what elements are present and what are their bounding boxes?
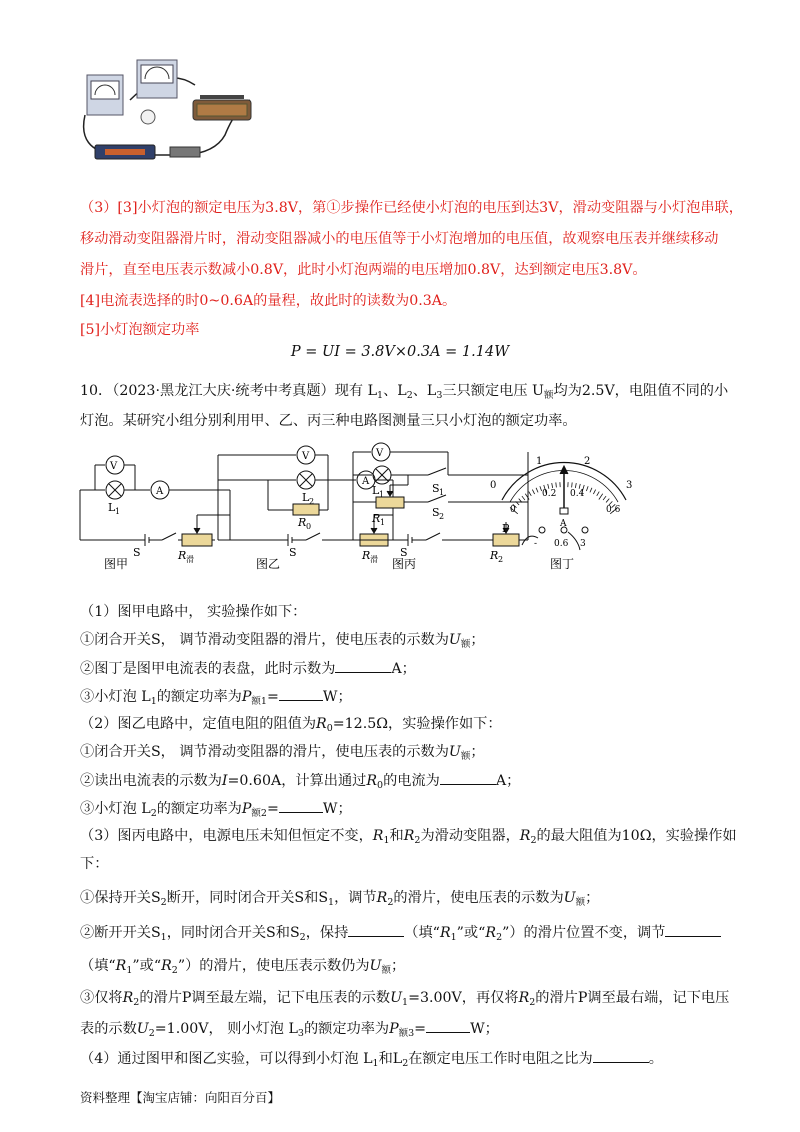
svg-text:2: 2: [439, 512, 445, 521]
svg-text:0.6: 0.6: [554, 539, 569, 549]
svg-text:L: L: [372, 484, 380, 497]
svg-text:0: 0: [490, 480, 497, 491]
dial-tick: [522, 496, 525, 500]
dial-tick: [532, 490, 534, 494]
dial-tick: [556, 482, 557, 487]
svg-text:L: L: [108, 501, 116, 514]
dial-tick: [603, 496, 606, 500]
part2-title: （2）图乙电路中，定值电阻的阻值为$R_0=12.5\Omega$，实验操作如下：: [80, 716, 502, 734]
part1-step3: ③小灯泡 $L_1$的额定功率为$P_{额1}= W$；: [80, 686, 352, 712]
svg-text:A: A: [560, 519, 567, 529]
svg-text:A: A: [156, 486, 164, 497]
part1-step2: ②图丁是图甲电流表的表盘，此时示数为 A；: [80, 658, 416, 679]
part3-step2: ②断开开关$S_1$，同时闭合开关S和$S_2$，保持 （填“$R_1$”或“$R_2$”）的滑片位置不变，调节: [80, 922, 721, 948]
part2-step1: ①闭合开关S， 调节滑动变阻器的滑片，使电压表的示数为$U_额$；: [80, 744, 485, 762]
svg-text:图丁: 图丁: [550, 557, 575, 570]
svg-text:1: 1: [379, 490, 385, 499]
circuit-figures: [70, 440, 670, 570]
dial-tick: [552, 483, 553, 488]
dial-tick: [597, 492, 600, 496]
svg-text:2: 2: [309, 497, 315, 506]
apparatus-illustration: [75, 55, 265, 167]
svg-text:A: A: [362, 476, 370, 487]
answer-3-line3: 滑片，直至电压表示数减小0.8V，此时小灯泡两端的电压增加0.8V，达到额定电压3.8V。: [80, 262, 647, 278]
dial-tick: [593, 490, 595, 494]
svg-text:S: S: [432, 506, 440, 519]
footer-note: 资料整理【淘宝店铺：向阳百分百】: [80, 1090, 281, 1105]
svg-text:图乙: 图乙: [256, 557, 281, 570]
svg-text:P: P: [502, 522, 510, 535]
answer-4: [4]电流表选择的时0~0.6A的量程，故此时的读数为0.3A。: [80, 293, 457, 309]
part2-step3: ③小灯泡 $L_2$的额定功率为$P_{额2}= W$；: [80, 798, 352, 824]
dial-tick: [606, 499, 609, 503]
answer-blank[interactable]: [279, 686, 323, 701]
svg-text:图丙: 图丙: [392, 557, 417, 570]
svg-text:S: S: [400, 546, 408, 559]
part2-step2: ②读出电流表的示数为I=0.60A，计算出通过$R_0$的电流为 A；: [80, 770, 520, 796]
svg-text:V: V: [302, 451, 310, 462]
answer-blank[interactable]: [593, 1048, 649, 1063]
dial-tick: [590, 488, 592, 493]
svg-text:1: 1: [380, 518, 386, 527]
dial-tick: [529, 492, 532, 496]
svg-text:S: S: [133, 546, 141, 559]
answer-blank[interactable]: [440, 770, 496, 785]
dial-tick: [525, 494, 529, 500]
part4: （4）通过图甲和图乙实验，可以得到小灯泡 $L_1$和$L_2$在额定电压工作时电阻之比为 。: [80, 1048, 663, 1074]
dial-tick: [586, 486, 588, 491]
part3-title: （3）图丙电路中，电源电压未知但恒定不变，$R_1$和$R_2$为滑动变阻器，$R_2$的最大阻值为10Ω，实验操作如: [80, 828, 737, 846]
svg-text:R: R: [362, 549, 371, 562]
svg-text:R: R: [490, 549, 499, 562]
svg-text:R: R: [178, 549, 187, 562]
svg-text:S: S: [289, 546, 297, 559]
answer-blank[interactable]: [279, 798, 323, 813]
svg-text:-: -: [534, 539, 538, 549]
dial-tick: [575, 483, 576, 488]
svg-text:V: V: [110, 461, 118, 472]
svg-text:图甲: 图甲: [104, 557, 129, 570]
answer-3-line1: （3）[3]小灯泡的额定电压为3.8V，第①步操作已经使小灯泡的电压到达3V，滑动变阻器与小灯泡串联，: [80, 200, 743, 216]
question-10-intro-line1: 10．（2023·黑龙江大庆·统考中考真题）现有 $L_1$、$L_2$、$L_3$三只额定电压 $U_额$均为2.5V，电阻值不同的小: [80, 383, 729, 401]
part3-title-cont: 下：: [80, 856, 109, 872]
svg-text:0.4: 0.4: [570, 489, 585, 499]
svg-text:0: 0: [510, 505, 516, 515]
svg-text:3: 3: [580, 539, 586, 549]
svg-text:滑: 滑: [370, 555, 378, 564]
svg-text:R: R: [372, 512, 381, 525]
answer-3-line2: 移动滑动变阻器滑片时，滑动变阻器减小的电压值等于小灯泡增加的电压值，故观察电压表并继续移动: [80, 231, 719, 247]
svg-text:3: 3: [626, 480, 633, 491]
part3-step3: ③仅将$R_2$的滑片P调至最左端，记下电压表的示数$U_1=3.00V$，再仅将$R_2$的滑片P调至最右端，记下电压: [80, 990, 730, 1008]
svg-text:1: 1: [115, 507, 121, 516]
svg-text:S: S: [432, 482, 440, 495]
svg-text:0: 0: [306, 522, 312, 531]
answer-blank[interactable]: [335, 658, 391, 673]
svg-text:R: R: [298, 516, 307, 529]
answer-blank[interactable]: [348, 922, 404, 937]
question-10-intro-line2: 灯泡。某研究小组分别利用甲、乙、丙三种电路图测量三只小灯泡的额定功率。: [80, 413, 577, 429]
svg-text:0.2: 0.2: [542, 489, 557, 499]
part1-step1: ①闭合开关S， 调节滑动变阻器的滑片，使电压表的示数为$U_额$；: [80, 632, 485, 650]
answer-5: [5]小灯泡额定功率: [80, 322, 200, 338]
part1-title: （1）图甲电路中， 实验操作如下：: [80, 604, 307, 620]
svg-text:2: 2: [498, 555, 504, 564]
svg-text:1: 1: [536, 456, 543, 467]
circuit-jia: [80, 456, 230, 546]
svg-text:L: L: [302, 491, 310, 504]
part3-step3-cont: 表的示数$U_2=1.00V$， 则小灯泡 $L_3$的额定功率为$P_{额3}= W$；: [80, 1018, 499, 1044]
svg-text:0.6: 0.6: [606, 505, 621, 515]
dial-tick: [599, 494, 603, 500]
svg-text:滑: 滑: [186, 555, 194, 564]
svg-text:1: 1: [439, 488, 445, 497]
dial-tick: [536, 488, 538, 493]
svg-text:2: 2: [584, 456, 591, 467]
part3-step1: ①保持开关$S_2$断开，同时闭合开关S和$S_1$，调节$R_2$的滑片，使电压表的示数为$U_额$；: [80, 890, 600, 908]
answer-blank[interactable]: [665, 922, 721, 937]
svg-text:V: V: [376, 448, 384, 459]
part3-step2-cont: （填“$R_1$”或“$R_2$”）的滑片，使电压表示数仍为$U_额$；: [80, 958, 406, 976]
answer-blank[interactable]: [426, 1018, 470, 1033]
dial-tick: [572, 482, 573, 487]
power-formula: P = UI = 3.8V×0.3A = 1.14W: [290, 344, 510, 360]
